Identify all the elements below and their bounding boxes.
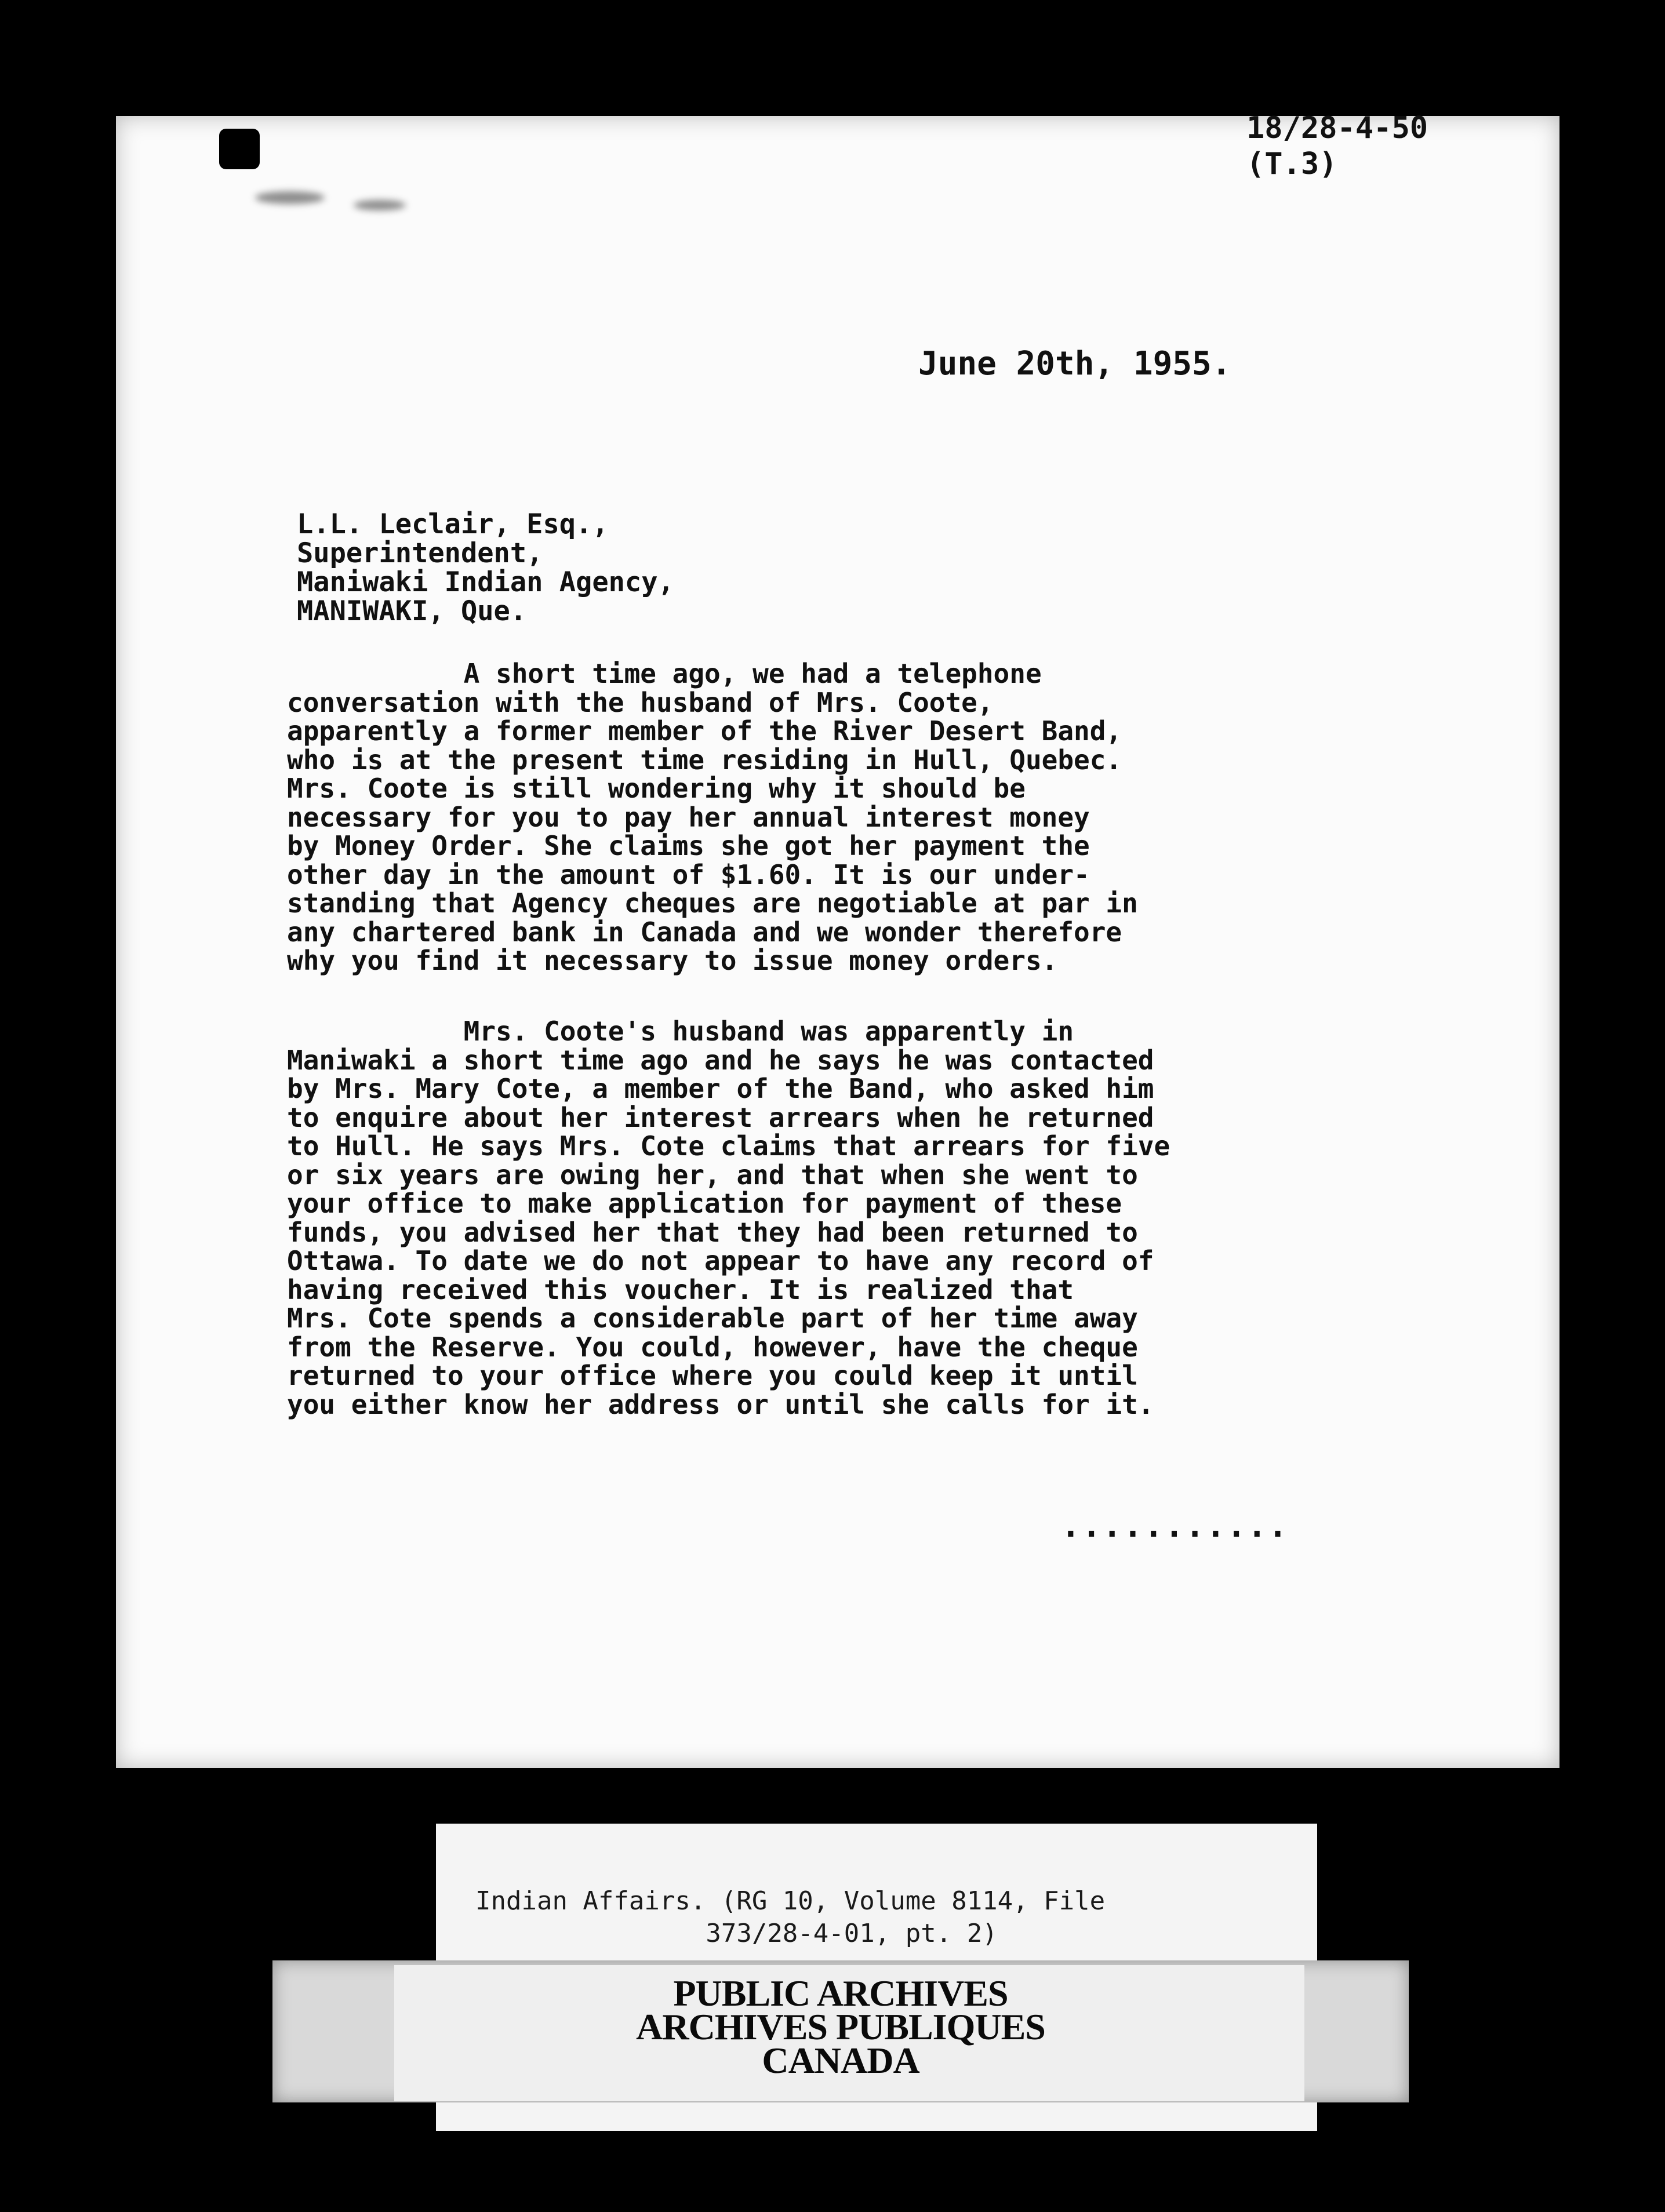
text-line: standing that Agency cheques are negotiable at par in bbox=[287, 887, 1138, 919]
text-line: necessary for you to pay her annual interest money bbox=[287, 801, 1090, 833]
text-line: why you find it necessary to issue money orders. bbox=[287, 945, 1058, 976]
text-line: conversation with the husband of Mrs. Coote, bbox=[287, 686, 994, 718]
text-line: or six years are owing her, and that when she went to bbox=[287, 1159, 1138, 1191]
text-line: Mrs. Cote spends a considerable part of her time away bbox=[287, 1303, 1138, 1334]
text-line: Mrs. Coote is still wondering why it should be bbox=[287, 773, 1026, 804]
text-line: other day in the amount of $1.60. It is our under- bbox=[287, 858, 1090, 890]
text-line: to Hull. He says Mrs. Cote claims that arrears for five bbox=[287, 1130, 1170, 1162]
smudge-mark bbox=[255, 191, 325, 204]
text-line: who is at the present time residing in Hull, Quebec. bbox=[287, 744, 1122, 776]
address-line: Maniwaki Indian Agency, bbox=[297, 566, 674, 598]
citation-line: Indian Affairs. (RG 10, Volume 8114, File bbox=[475, 1886, 1106, 1916]
text-line: apparently a former member of the River Desert Band, bbox=[287, 715, 1122, 747]
address-line: L.L. Leclair, Esq., bbox=[297, 508, 609, 540]
text-line: having received this voucher. It is realized that bbox=[287, 1274, 1074, 1305]
public-archives-stamp bbox=[580, 1973, 1101, 2081]
letter-date: June 20th, 1955. bbox=[918, 345, 1231, 383]
text-line: Ottawa. To date we do not appear to have any record of bbox=[287, 1245, 1154, 1276]
paragraph-1 bbox=[287, 660, 1138, 976]
smudge-mark bbox=[354, 200, 406, 210]
address-line: Superintendent, bbox=[297, 537, 543, 569]
continuation-dots: ........... bbox=[1061, 1507, 1289, 1545]
address-line: MANIWAKI, Que. bbox=[297, 595, 527, 627]
text-line: any chartered bank in Canada and we wonder therefore bbox=[287, 916, 1122, 948]
text-line: by Money Order. She claims she got her payment the bbox=[287, 830, 1090, 861]
file-reference-number: 18/28-4-50 bbox=[1246, 111, 1428, 145]
file-reference-sub: (T.3) bbox=[1246, 147, 1337, 181]
text-line: by Mrs. Mary Cote, a member of the Band, who asked him bbox=[287, 1073, 1154, 1104]
stamp-line: ARCHIVES PUBLIQUES bbox=[636, 2006, 1045, 2047]
text-line: returned to your office where you could keep it until bbox=[287, 1360, 1138, 1391]
text-line: Mrs. Coote's husband was apparently in bbox=[287, 1016, 1074, 1047]
citation-line: 373/28-4-01, pt. 2) bbox=[475, 1919, 998, 1948]
file-reference bbox=[1246, 110, 1428, 182]
stamp-line: PUBLIC ARCHIVES bbox=[673, 1973, 1008, 2014]
text-line: you either know her address or until she calls for it. bbox=[287, 1388, 1154, 1420]
archive-citation bbox=[475, 1885, 1105, 1950]
text-line: Maniwaki a short time ago and he says he was contacted bbox=[287, 1044, 1154, 1076]
text-line: A short time ago, we had a telephone bbox=[287, 658, 1042, 689]
recipient-address bbox=[297, 510, 674, 626]
text-line: to enquire about her interest arrears when he returned bbox=[287, 1101, 1154, 1133]
stamp-line: CANADA bbox=[762, 2040, 919, 2081]
paragraph-2 bbox=[287, 1017, 1170, 1419]
text-line: your office to make application for payment of these bbox=[287, 1188, 1122, 1219]
punch-hole bbox=[219, 129, 260, 169]
text-line: from the Reserve. You could, however, have the cheque bbox=[287, 1331, 1138, 1363]
text-line: funds, you advised her that they had been returned to bbox=[287, 1216, 1138, 1248]
